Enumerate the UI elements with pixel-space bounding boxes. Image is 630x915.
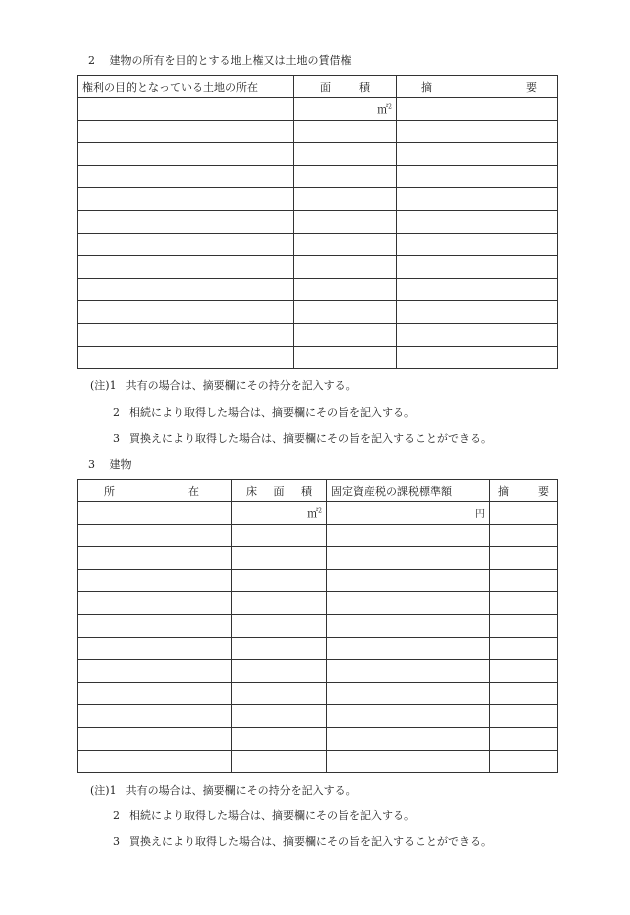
land-remarks-cell[interactable] — [397, 210, 558, 233]
note-index: 1 — [109, 784, 117, 797]
header-building-remarks-char2: 要 — [538, 484, 549, 498]
header-building-remarks — [490, 480, 558, 502]
tax-base-cell[interactable] — [327, 682, 490, 705]
land-location-cell[interactable] — [78, 233, 294, 256]
building-location-cell[interactable] — [78, 705, 232, 728]
land-rights-row — [78, 301, 558, 324]
floor-area-cell[interactable] — [232, 614, 327, 637]
land-rights-row — [78, 256, 558, 279]
building-remarks-cell[interactable] — [490, 705, 558, 728]
note-index: 3 — [113, 432, 120, 445]
section3-note-3 — [113, 833, 492, 849]
header-remarks — [397, 76, 558, 98]
yen-unit: 円 — [475, 509, 485, 521]
land-area-cell[interactable] — [294, 165, 397, 188]
section2-title: 建物の所有を目的とする地上権又は土地の賃借権 — [109, 54, 352, 67]
header-land-location: 権利の目的となっている土地の所在 — [78, 76, 294, 98]
land-location-cell[interactable] — [78, 98, 294, 121]
land-area-cell[interactable] — [294, 346, 397, 369]
land-location-cell[interactable] — [78, 256, 294, 279]
tax-base-cell[interactable] — [327, 637, 490, 660]
building-location-cell[interactable] — [78, 502, 232, 525]
header-floor-char3: 積 — [301, 484, 312, 498]
building-location-cell[interactable] — [78, 614, 232, 637]
land-area-cell[interactable] — [294, 323, 397, 346]
land-location-cell[interactable] — [78, 323, 294, 346]
building-remarks-cell[interactable] — [490, 524, 558, 547]
land-remarks-cell[interactable] — [397, 120, 558, 143]
header-floor-char2: 面 — [273, 484, 285, 498]
floor-area-cell[interactable] — [232, 750, 327, 773]
land-rights-row — [78, 120, 558, 143]
land-area-cell[interactable] — [294, 256, 397, 279]
floor-area-cell[interactable] — [232, 524, 327, 547]
tax-base-cell[interactable] — [327, 660, 490, 683]
tax-base-cell[interactable] — [327, 569, 490, 592]
header-location-char2: 在 — [188, 484, 199, 498]
land-remarks-cell[interactable] — [397, 233, 558, 256]
floor-area-cell[interactable] — [232, 637, 327, 660]
land-area-cell[interactable] — [294, 278, 397, 301]
section3-number: 3 — [88, 458, 95, 471]
section2-heading — [88, 52, 352, 68]
land-rights-row — [78, 98, 558, 121]
note-text: 共有の場合は、摘要欄にその持分を記入する。 — [125, 379, 357, 392]
building-remarks-cell[interactable] — [490, 592, 558, 615]
header-location-char1: 所 — [104, 484, 115, 498]
header-building-location — [78, 480, 232, 502]
building-remarks-cell[interactable] — [490, 547, 558, 570]
land-rights-table — [77, 75, 558, 369]
building-location-cell[interactable] — [78, 547, 232, 570]
buildings-table — [77, 479, 558, 773]
note-text: 相続により取得した場合は、摘要欄にその旨を記入する。 — [129, 406, 415, 419]
land-location-cell[interactable] — [78, 188, 294, 211]
section3-heading — [88, 456, 132, 472]
area-unit-sup: 2 — [388, 103, 392, 111]
buildings-row — [78, 569, 558, 592]
building-location-cell[interactable] — [78, 637, 232, 660]
buildings-row — [78, 502, 558, 525]
section3-note-2 — [113, 807, 415, 823]
floor-area-cell[interactable] — [232, 727, 327, 750]
tax-base-cell[interactable] — [327, 592, 490, 615]
buildings-row — [78, 547, 558, 570]
building-remarks-cell[interactable] — [490, 750, 558, 773]
land-location-cell[interactable] — [78, 165, 294, 188]
note-index: 2 — [113, 406, 120, 419]
note-text: 買換えにより取得した場合は、摘要欄にその旨を記入することができる。 — [129, 432, 492, 445]
building-location-cell[interactable] — [78, 569, 232, 592]
buildings-row — [78, 750, 558, 773]
building-remarks-cell[interactable] — [490, 569, 558, 592]
header-building-remarks-char1: 摘 — [498, 484, 509, 498]
buildings-row — [78, 705, 558, 728]
land-location-cell[interactable] — [78, 210, 294, 233]
floor-area-unit-sup: 2 — [318, 507, 322, 515]
note-prefix: (注) — [90, 379, 110, 392]
tax-base-cell[interactable] — [327, 502, 490, 525]
building-location-cell[interactable] — [78, 592, 232, 615]
buildings-header-row — [78, 480, 558, 502]
land-rights-row — [78, 233, 558, 256]
land-location-cell[interactable] — [78, 346, 294, 369]
buildings-row — [78, 660, 558, 683]
land-remarks-cell[interactable] — [397, 188, 558, 211]
note-index: 3 — [113, 835, 120, 848]
land-rights-row — [78, 346, 558, 369]
land-remarks-cell[interactable] — [397, 301, 558, 324]
building-location-cell[interactable] — [78, 660, 232, 683]
building-remarks-cell[interactable] — [490, 502, 558, 525]
header-area-char2: 積 — [359, 80, 370, 94]
land-remarks-cell[interactable] — [397, 323, 558, 346]
land-rights-header-row — [78, 76, 558, 98]
land-area-cell[interactable] — [294, 233, 397, 256]
land-rights-row — [78, 165, 558, 188]
land-remarks-cell[interactable] — [397, 143, 558, 166]
section3-title: 建物 — [109, 458, 132, 471]
floor-area-cell[interactable] — [232, 547, 327, 570]
tax-base-cell[interactable] — [327, 614, 490, 637]
buildings-row — [78, 682, 558, 705]
note-index: 1 — [109, 379, 117, 392]
land-rights-row — [78, 278, 558, 301]
building-location-cell[interactable] — [78, 727, 232, 750]
header-floor-char1: 床 — [246, 484, 257, 498]
land-location-cell[interactable] — [78, 143, 294, 166]
buildings-row — [78, 614, 558, 637]
header-floor-area — [232, 480, 327, 502]
tax-base-cell[interactable] — [327, 750, 490, 773]
building-remarks-cell[interactable] — [490, 614, 558, 637]
tax-base-cell[interactable] — [327, 705, 490, 728]
building-remarks-cell[interactable] — [490, 727, 558, 750]
land-area-cell[interactable] — [294, 301, 397, 324]
floor-area-cell[interactable] — [232, 502, 327, 525]
land-area-cell[interactable] — [294, 98, 397, 121]
land-remarks-cell[interactable] — [397, 98, 558, 121]
section2-note-2 — [113, 404, 415, 420]
section3-note-1 — [90, 782, 357, 798]
land-remarks-cell[interactable] — [397, 278, 558, 301]
header-remarks-char1: 摘 — [421, 80, 432, 94]
land-location-cell[interactable] — [78, 301, 294, 324]
building-location-cell[interactable] — [78, 750, 232, 773]
note-text: 買換えにより取得した場合は、摘要欄にその旨を記入することができる。 — [129, 835, 492, 848]
note-text: 相続により取得した場合は、摘要欄にその旨を記入する。 — [129, 809, 415, 822]
note-prefix: (注) — [90, 784, 110, 797]
building-location-cell[interactable] — [78, 682, 232, 705]
tax-base-cell[interactable] — [327, 547, 490, 570]
section2-number: 2 — [88, 54, 95, 67]
land-remarks-cell[interactable] — [397, 165, 558, 188]
floor-area-unit: ㎡ — [307, 506, 319, 520]
header-remarks-char2: 要 — [526, 80, 537, 94]
land-area-cell[interactable] — [294, 188, 397, 211]
tax-base-cell[interactable] — [327, 524, 490, 547]
buildings-row — [78, 592, 558, 615]
building-location-cell[interactable] — [78, 524, 232, 547]
floor-area-cell[interactable] — [232, 569, 327, 592]
floor-area-cell[interactable] — [232, 660, 327, 683]
land-location-cell[interactable] — [78, 120, 294, 143]
tax-base-cell[interactable] — [327, 727, 490, 750]
building-remarks-cell[interactable] — [490, 660, 558, 683]
buildings-row — [78, 524, 558, 547]
land-rights-row — [78, 143, 558, 166]
note-text: 共有の場合は、摘要欄にその持分を記入する。 — [125, 784, 357, 797]
land-area-cell[interactable] — [294, 143, 397, 166]
building-remarks-cell[interactable] — [490, 682, 558, 705]
header-area-char1: 面 — [320, 80, 331, 94]
floor-area-cell[interactable] — [232, 705, 327, 728]
land-remarks-cell[interactable] — [397, 346, 558, 369]
building-remarks-cell[interactable] — [490, 637, 558, 660]
floor-area-cell[interactable] — [232, 682, 327, 705]
area-unit: ㎡ — [377, 102, 389, 116]
land-rights-row — [78, 323, 558, 346]
header-tax-base: 固定資産税の課税標準額 — [327, 480, 490, 502]
header-area — [294, 76, 397, 98]
land-rights-row — [78, 188, 558, 211]
section2-note-1 — [90, 377, 357, 393]
section2-note-3 — [113, 430, 492, 446]
buildings-row — [78, 637, 558, 660]
land-area-cell[interactable] — [294, 210, 397, 233]
land-area-cell[interactable] — [294, 120, 397, 143]
land-remarks-cell[interactable] — [397, 256, 558, 279]
note-index: 2 — [113, 809, 120, 822]
buildings-row — [78, 727, 558, 750]
land-rights-row — [78, 210, 558, 233]
floor-area-cell[interactable] — [232, 592, 327, 615]
land-location-cell[interactable] — [78, 278, 294, 301]
